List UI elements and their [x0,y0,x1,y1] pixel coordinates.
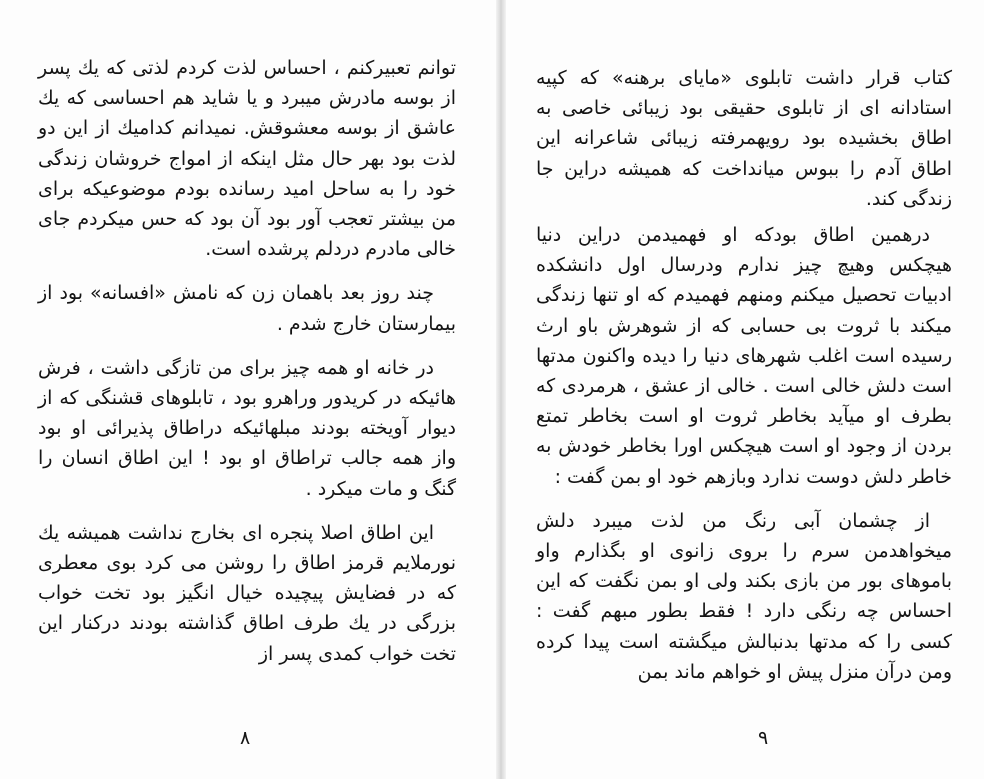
left-paragraph-3: در خانه او همه چیز برای من تازگی داشت ، فرش هائیکه در کریدور وراهرو بود ، تابلوهای قشنگی که از دیوار آویخته بودند مبلهائیکه دراطاق پذیرائی او بود واز همه جالب تراطاق او بود ! این اطاق انسان را گنگ و مات میکرد . [38,356,456,500]
left-paragraph-4: این اطاق اصلا پنجره ای بخارج نداشت همیشه یك نورملایم قرمز اطاق را روشن می کرد بوی معطری که در فضایش پیچیده خیال انگیز بود تخت خواب بزرگی در یك طرف اطاق گذاشته بودند درکنار این تخت خواب کمدی پسر از [38,521,456,665]
right-page-text [536,63,952,701]
right-paragraph-1: کتاب قرار داشت تابلوی «مایای برهنه» که کپیه استادانه ای از تابلوی حقیقی بود زیبائی خاصی به اطاق بخشیده بود رویهمرفته زیبائی شاعرانه این اطاق آدم را ببوس میانداخت که همیشه دراین جا زندگی کند. [536,67,952,210]
right-paragraph-2: درهمین اطاق بودکه او فهمیدمن دراین دنیا هیچکس وهیچ چیز ندارم ودرسال اول دانشکده ادبیات تحصیل میکنم ومنهم فهمیدم که او تنها زندگی میکند با ثروت بی حسابی که از شوهرش باو ارث رسیده است اغلب شهرهای دنیا را دیده واکنون مدتها است دلش خالی است . خالی از عشق ، هرمردی که بطرف او میآید بخاطر ثروت او است بخاطر تمتع بردن از وجود او است هیچکس اورا بخاطر خودش به خاطر دلش دوست ندارد وبازهم خود او بمن گفت : [536,224,952,488]
left-page-text [38,53,456,683]
left-page-number: ۸ [240,727,251,749]
right-page-number: ۹ [758,727,769,749]
right-paragraph-3: از چشمان آبی رنگ من لذت میبرد دلش میخواهدمن سرم را بروی زانوی او بگذارم واو باموهای بور من بازی بکند ولی او بمن نگفت که این احساس چه رنگی دارد ! فقط بطور مبهم گفت : کسی را که مدتها بدنبالش میگشته است پیدا کرده ومن درآن منزل پیش او خواهم ماند بمن [536,509,952,683]
right-page [506,0,984,779]
left-paragraph-1: توانم تعبیرکنم ، احساس لذت کردم لذتی که یك پسر از بوسه مادرش میبرد و یا شاید هم احساسی که یك عاشق از بوسه معشوقش. نمیدانم کدامیك از این دو لذت بود بهر حال مثل اینکه از امواج خروشان زندگی خود را به ساحل امید رسانده بودم موضوعیکه برای من بیشتر تعجب آور بود آن بود که حس میکردم جای خالی مادرم دردلم پرشده است. [38,57,456,261]
book-gutter [496,0,506,779]
left-paragraph-2: چند روز بعد باهمان زن که نامش «افسانه» بود از بیمارستان خارج شدم . [38,282,456,335]
